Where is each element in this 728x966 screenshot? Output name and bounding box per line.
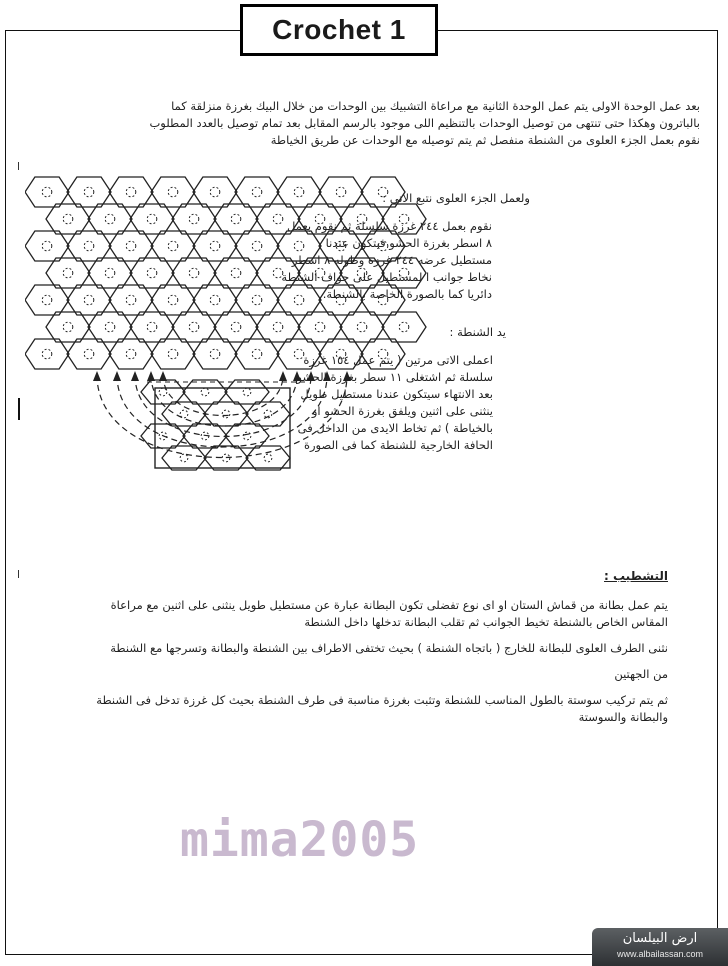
motif-center: [252, 187, 262, 197]
motif-center: [189, 268, 199, 278]
hexagon-motif: [25, 231, 69, 261]
hexagon-motif: [141, 380, 185, 404]
hexagon-motif: [67, 231, 111, 261]
hexagon-motif: [172, 204, 216, 234]
motif-center: [105, 214, 115, 224]
title-box: [240, 4, 438, 56]
finishing-section: [48, 568, 668, 726]
hexagon-motif: [88, 312, 132, 342]
hexagon-motif: [151, 231, 195, 261]
finishing-line: من الجهتين: [614, 667, 668, 681]
motif-center: [168, 241, 178, 251]
arrow-up-icon: [159, 371, 167, 381]
hexagon-motif: [193, 231, 237, 261]
hexagon-motif: [25, 339, 69, 369]
hexagon-motif: [172, 312, 216, 342]
hexagon-motif: [25, 177, 69, 207]
page-title: Crochet 1: [272, 14, 406, 45]
hexagon-motif: [162, 446, 206, 470]
finishing-line: ثم يتم تركيب سوستة بالطول المناسب للشنطة وتثبت بغرزة مناسبة فى طرف الشنطة بحيث كل غرزة تدخل فى الشنطة: [96, 693, 668, 707]
hexagon-motif: [183, 424, 227, 448]
motif-center: [210, 241, 220, 251]
finishing-heading: التشطيب :: [604, 569, 668, 583]
hexagon-motif: [235, 177, 279, 207]
margin-mark: [18, 398, 20, 420]
motif-center: [126, 241, 136, 251]
handle-instructions: [243, 352, 493, 454]
motif-center: [201, 388, 209, 396]
hexagon-motif: [193, 285, 237, 315]
motif-center: [147, 268, 157, 278]
motif-center: [231, 268, 241, 278]
arrow-up-icon: [113, 371, 121, 381]
instruction-line: بعد الانتهاء سيتكون عندنا مستطيل طويل: [300, 387, 493, 401]
arrow-up-icon: [93, 371, 101, 381]
upper-part-heading: ولعمل الجزء العلوى نتبع الاتى :: [382, 191, 530, 205]
motif-center: [273, 322, 283, 332]
intro-paragraph: [100, 98, 700, 149]
motif-center: [147, 214, 157, 224]
hexagon-motif: [46, 312, 90, 342]
hexagon-motif: [109, 339, 153, 369]
motif-center: [231, 214, 241, 224]
hexagon-motif: [298, 312, 342, 342]
site-logo[interactable]: [592, 928, 728, 966]
motif-center: [84, 349, 94, 359]
motif-center: [210, 349, 220, 359]
finishing-line: نثنى الطرف العلوى للبطانة للخارج ( باتجاه الشنطة ) بحيث تختفى الاطراف بين الشنطة والبطانة وتسرجها مع الشنطة: [110, 641, 668, 655]
motif-center: [84, 187, 94, 197]
hexagon-motif: [130, 258, 174, 288]
finishing-line: المقاس الخاص بالشنطة تخيط الجوانب ثم تقلب البطانة تدخلها داخل الشنطة: [304, 615, 668, 629]
motif-center: [126, 187, 136, 197]
hexagon-motif: [183, 380, 227, 404]
motif-center: [42, 295, 52, 305]
finishing-line: يتم عمل بطانة من قماش الستان او اى نوع تفضلى تكون البطانة عبارة عن مستطيل طويل ينثنى على اثنين مع مراعاة: [110, 598, 668, 612]
motif-center: [42, 187, 52, 197]
motif-center: [168, 187, 178, 197]
hexagon-motif: [25, 285, 69, 315]
motif-center: [84, 295, 94, 305]
upper-part-instructions: [242, 218, 492, 303]
motif-center: [180, 454, 188, 462]
hexagon-motif: [88, 258, 132, 288]
hexagon-motif: [46, 204, 90, 234]
hexagon-motif: [214, 312, 258, 342]
motif-center: [399, 322, 409, 332]
site-name: ارض البيلسان: [622, 931, 698, 946]
motif-center: [84, 241, 94, 251]
margin-mark: [18, 162, 19, 170]
hexagon-motif: [130, 204, 174, 234]
motif-center: [126, 349, 136, 359]
handle-heading: يد الشنطة :: [449, 325, 506, 339]
hexagon-motif: [109, 177, 153, 207]
instruction-line: اعملى الاتى مرتين ( يتم عمل ١٥٤ غرزة: [303, 353, 493, 367]
hexagon-motif: [162, 402, 206, 426]
instruction-line: مستطيل عرضه ٢٤٤ غرزة وطوله ٨ اسطر: [291, 253, 492, 267]
motif-center: [222, 410, 230, 418]
hexagon-motif: [46, 258, 90, 288]
motif-center: [189, 322, 199, 332]
instruction-line: ٨ اسطر بغرزة الحشو فيتكون عندنا: [325, 236, 492, 250]
hexagon-motif: [151, 339, 195, 369]
hexagon-motif: [67, 285, 111, 315]
hexagon-motif: [172, 258, 216, 288]
intro-line: بعد عمل الوحدة الاولى يتم عمل الوحدة الثانية مع مراعاة التشبيك بين الوحدات من خلال البيك بغرزة منزلقة كما: [171, 99, 700, 113]
hexagon-motif: [109, 285, 153, 315]
hexagon-motif: [193, 177, 237, 207]
motif-center: [210, 295, 220, 305]
hexagon-motif: [151, 177, 195, 207]
instruction-line: دائريا كما بالصورة الخاصة بالشنطة.: [322, 287, 492, 301]
finishing-line: والبطانة والسوستة: [578, 710, 668, 724]
motif-center: [168, 349, 178, 359]
motif-center: [42, 349, 52, 359]
watermark: mima2005: [180, 812, 420, 868]
motif-center: [231, 322, 241, 332]
intro-line: بالباترون وهكذا حتى تنتهى من توصيل الوحدات بالتنظيم اللى موجود بالرسم المقابل بعد تمام توصيل بالعدد المطلوب: [149, 116, 700, 130]
instruction-line: الحافة الخارجية للشنطة كما فى الصورة: [303, 438, 493, 452]
motif-center: [105, 322, 115, 332]
hexagon-motif: [67, 177, 111, 207]
motif-center: [294, 187, 304, 197]
motif-center: [336, 187, 346, 197]
motif-center: [63, 322, 73, 332]
hexagon-motif: [277, 177, 321, 207]
hexagon-motif: [151, 285, 195, 315]
margin-mark: [18, 570, 19, 578]
hexagon-motif: [67, 339, 111, 369]
hexagon-motif: [193, 339, 237, 369]
motif-center: [357, 322, 367, 332]
motif-center: [63, 268, 73, 278]
site-url: www.albailassan.com: [616, 949, 704, 959]
motif-center: [42, 241, 52, 251]
hexagon-motif: [88, 204, 132, 234]
intro-line: نقوم بعمل الجزء العلوى من الشنطة منفصل ثم يتم توصيله مع الوحدات عن طريق الخياطة: [270, 133, 700, 147]
motif-center: [315, 322, 325, 332]
motif-center: [126, 295, 136, 305]
hexagon-motif: [319, 177, 363, 207]
motif-center: [264, 454, 272, 462]
motif-center: [105, 268, 115, 278]
hexagon-motif: [340, 312, 384, 342]
instruction-line: ينثنى على اثنين ويلفق بغرزة الحشو او: [311, 404, 493, 418]
hexagon-motif: [109, 231, 153, 261]
arrow-up-icon: [147, 371, 155, 381]
instruction-line: بالخياطة ) ثم تخاط الايدى من الداخل فى: [297, 421, 493, 435]
hexagon-motif: [256, 312, 300, 342]
motif-center: [63, 214, 73, 224]
instruction-line: سلسلة ثم اشتغلى ١١ سطر بغرزة الحشو: [296, 370, 493, 384]
hexagon-motif: [130, 312, 174, 342]
motif-center: [147, 322, 157, 332]
arrow-up-icon: [131, 371, 139, 381]
motif-center: [210, 187, 220, 197]
instruction-line: نخاط جوانب ا لمستطيل على حواف الشنطة: [281, 270, 492, 284]
instruction-line: نقوم بعمل ٢٤٤ غرزة سلسلة ثم نقوم بعمل: [287, 219, 492, 233]
motif-center: [168, 295, 178, 305]
hexagon-motif: [382, 312, 426, 342]
hexagon-motif: [204, 402, 248, 426]
motif-center: [189, 214, 199, 224]
